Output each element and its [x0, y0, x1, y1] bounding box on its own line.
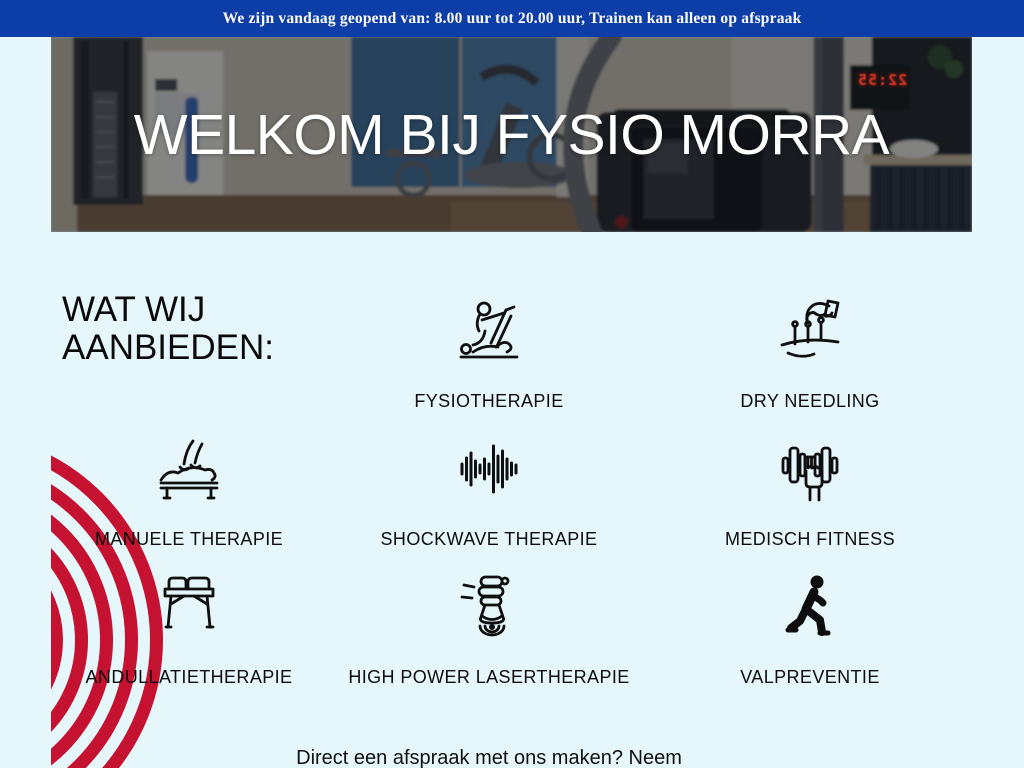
services-heading: WAT WIJ AANBIEDEN: [62, 290, 274, 367]
service-label: MANUELE THERAPIE [94, 529, 284, 549]
hero-title: WELKOM BIJ FYSIO MORRA [133, 102, 890, 167]
service-item-shockwave[interactable] [329, 434, 649, 550]
hero-section [51, 37, 972, 232]
service-label: MEDISCH FITNESS [724, 529, 895, 549]
manual-therapy-icon [154, 434, 224, 504]
service-label: SHOCKWAVE THERAPIE [380, 529, 598, 549]
dry-needling-icon [775, 296, 845, 366]
service-item-andullatietherapie[interactable] [29, 572, 349, 688]
soundwave-icon [454, 434, 524, 504]
service-item-lasertherapie[interactable] [329, 572, 649, 688]
service-label: DRY NEEDLING [740, 391, 880, 411]
service-item-manuele-therapie[interactable] [29, 434, 349, 550]
walking-person-icon [775, 572, 845, 642]
service-item-medisch-fitness[interactable] [650, 434, 970, 550]
service-label: VALPREVENTIE [740, 667, 880, 687]
service-item-dry-needling[interactable] [650, 296, 970, 412]
service-item-valpreventie[interactable] [650, 572, 970, 688]
service-label: FYSIOTHERAPIE [414, 391, 564, 411]
led-clock: 22:55 [857, 71, 908, 89]
service-label: ANDULLATIETHERAPIE [85, 667, 293, 687]
therapy-bed-icon [154, 572, 224, 642]
appointment-text: Direct een afspraak met ons maken? Neem [296, 747, 682, 768]
service-item-fysiotherapie[interactable] [329, 296, 649, 412]
laser-device-icon [454, 572, 524, 642]
opening-hours-text: We zijn vandaag geopend van: 8.00 uur tot 20.00 uur, Trainen kan alleen op afspraak [222, 9, 802, 27]
top-banner [0, 0, 1024, 37]
physiotherapy-icon [454, 296, 524, 366]
dumbbell-icon [775, 434, 845, 504]
service-label: HIGH POWER LASERTHERAPIE [348, 667, 630, 687]
